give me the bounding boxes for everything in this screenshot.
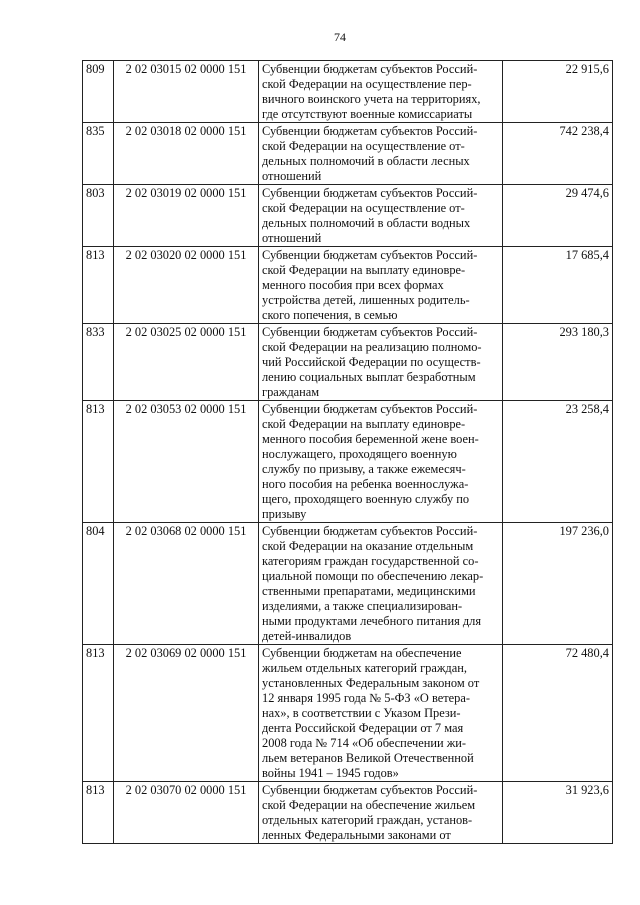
description-line: Субвенции бюджетам субъектов Россий- — [262, 524, 478, 538]
admin-code-cell: 835 — [83, 123, 114, 185]
description-cell — [259, 401, 503, 523]
description-line: отдельных категорий граждан, установ- — [262, 813, 473, 827]
table-row — [83, 523, 613, 645]
amount-cell: 31 923,6 — [503, 782, 613, 844]
admin-code-cell: 813 — [83, 782, 114, 844]
description-line: призыву — [262, 507, 307, 521]
amount-cell: 22 915,6 — [503, 61, 613, 123]
description-line: 2008 года № 714 «Об обеспечении жи- — [262, 736, 467, 750]
description-line: чий Российской Федерации по осуществ- — [262, 355, 481, 369]
description-line: ными продуктами лечебного питания для — [262, 614, 482, 628]
description-line: Субвенции бюджетам субъектов Россий- — [262, 783, 478, 797]
budget-classification-code-cell: 2 02 03070 02 0000 151 — [114, 782, 259, 844]
description-cell — [259, 247, 503, 324]
table-row — [83, 185, 613, 247]
description-line: Субвенции бюджетам субъектов Россий- — [262, 186, 478, 200]
description-cell — [259, 324, 503, 401]
admin-code-cell: 803 — [83, 185, 114, 247]
description-cell — [259, 61, 503, 123]
budget-classification-code-cell: 2 02 03025 02 0000 151 — [114, 324, 259, 401]
amount-cell: 72 480,4 — [503, 645, 613, 782]
description-line: войны 1941 – 1945 годов» — [262, 766, 399, 780]
description-line: устройства детей, лишенных родитель- — [262, 293, 470, 307]
description-line: Субвенции бюджетам субъектов Россий- — [262, 62, 478, 76]
description-line: вичного воинского учета на территориях, — [262, 92, 481, 106]
budget-classification-code-cell: 2 02 03069 02 0000 151 — [114, 645, 259, 782]
table-row — [83, 247, 613, 324]
amount-cell: 17 685,4 — [503, 247, 613, 324]
description-cell — [259, 645, 503, 782]
description-line: ного пособия на ребенка военнослужа- — [262, 477, 469, 491]
description-line: Субвенции бюджетам субъектов Россий- — [262, 124, 478, 138]
description-line: установленных Федеральным законом от — [262, 676, 480, 690]
description-line: ской Федерации на выплату единовре- — [262, 263, 466, 277]
description-cell — [259, 123, 503, 185]
table-row — [83, 401, 613, 523]
admin-code-cell: 813 — [83, 645, 114, 782]
description-line: 12 января 1995 года № 5-ФЗ «О ветера- — [262, 691, 470, 705]
description-line: нах», в соответствии с Указом Прези- — [262, 706, 461, 720]
table-row — [83, 645, 613, 782]
description-line: отношений — [262, 231, 322, 245]
description-line: где отсутствуют военные комиссариаты — [262, 107, 473, 121]
description-line: Субвенции бюджетам на обеспечение — [262, 646, 462, 660]
description-cell — [259, 523, 503, 645]
description-line: изделиями, а также специализирован- — [262, 599, 463, 613]
page-number: 74 — [334, 30, 346, 44]
description-line: ской Федерации на оказание отдельным — [262, 539, 474, 553]
amount-cell: 197 236,0 — [503, 523, 613, 645]
admin-code-cell: 833 — [83, 324, 114, 401]
description-line: ской Федерации на обеспечение жильем — [262, 798, 476, 812]
description-line: службу по призыву, а также ежемесяч- — [262, 462, 466, 476]
description-line: дельных полномочий в области водных — [262, 216, 471, 230]
description-line: ской Федерации на выплату единовре- — [262, 417, 466, 431]
description-line: щего, проходящего военную службу по — [262, 492, 470, 506]
budget-classification-code-cell: 2 02 03053 02 0000 151 — [114, 401, 259, 523]
description-line: Субвенции бюджетам субъектов Россий- — [262, 402, 478, 416]
description-line: дельных полномочий в области лесных — [262, 154, 470, 168]
description-line: ской Федерации на осуществление от- — [262, 139, 465, 153]
description-line: жильем отдельных категорий граждан, — [262, 661, 467, 675]
budget-classification-code-cell: 2 02 03018 02 0000 151 — [114, 123, 259, 185]
description-line: категориям граждан государственной со- — [262, 554, 479, 568]
budget-classification-code-cell: 2 02 03015 02 0000 151 — [114, 61, 259, 123]
description-line: Субвенции бюджетам субъектов Россий- — [262, 325, 478, 339]
budget-classification-code-cell: 2 02 03068 02 0000 151 — [114, 523, 259, 645]
table-row — [83, 123, 613, 185]
admin-code-cell: 809 — [83, 61, 114, 123]
amount-cell: 742 238,4 — [503, 123, 613, 185]
description-line: Субвенции бюджетам субъектов Россий- — [262, 248, 478, 262]
budget-table — [82, 60, 613, 844]
description-line: ственными препаратами, медицинскими — [262, 584, 476, 598]
budget-classification-code-cell: 2 02 03019 02 0000 151 — [114, 185, 259, 247]
description-line: ской Федерации на реализацию полномо- — [262, 340, 482, 354]
admin-code-cell: 813 — [83, 247, 114, 324]
table-row — [83, 782, 613, 844]
description-line: нослужащего, проходящего военную — [262, 447, 457, 461]
budget-classification-code-cell: 2 02 03020 02 0000 151 — [114, 247, 259, 324]
admin-code-cell: 804 — [83, 523, 114, 645]
description-cell — [259, 185, 503, 247]
description-line: дента Российской Федерации от 7 мая — [262, 721, 464, 735]
description-line: гражданам — [262, 385, 320, 399]
table-row — [83, 324, 613, 401]
description-line: менного пособия при всех формах — [262, 278, 444, 292]
description-line: ленных Федеральными законами от — [262, 828, 451, 842]
description-line: ской Федерации на осуществление пер- — [262, 77, 472, 91]
description-line: ского попечения, в семью — [262, 308, 398, 322]
amount-cell: 23 258,4 — [503, 401, 613, 523]
description-line: циальной помощи по обеспечению лекар- — [262, 569, 484, 583]
amount-cell: 29 474,6 — [503, 185, 613, 247]
description-line: льем ветеранов Великой Отечественной — [262, 751, 474, 765]
description-line: детей-инвалидов — [262, 629, 352, 643]
description-line: ской Федерации на осуществление от- — [262, 201, 465, 215]
admin-code-cell: 813 — [83, 401, 114, 523]
description-cell — [259, 782, 503, 844]
budget-table-body — [83, 61, 613, 844]
description-line: отношений — [262, 169, 322, 183]
description-line: менного пособия беременной жене воен- — [262, 432, 479, 446]
table-row — [83, 61, 613, 123]
description-line: лению социальных выплат безработным — [262, 370, 476, 384]
amount-cell: 293 180,3 — [503, 324, 613, 401]
